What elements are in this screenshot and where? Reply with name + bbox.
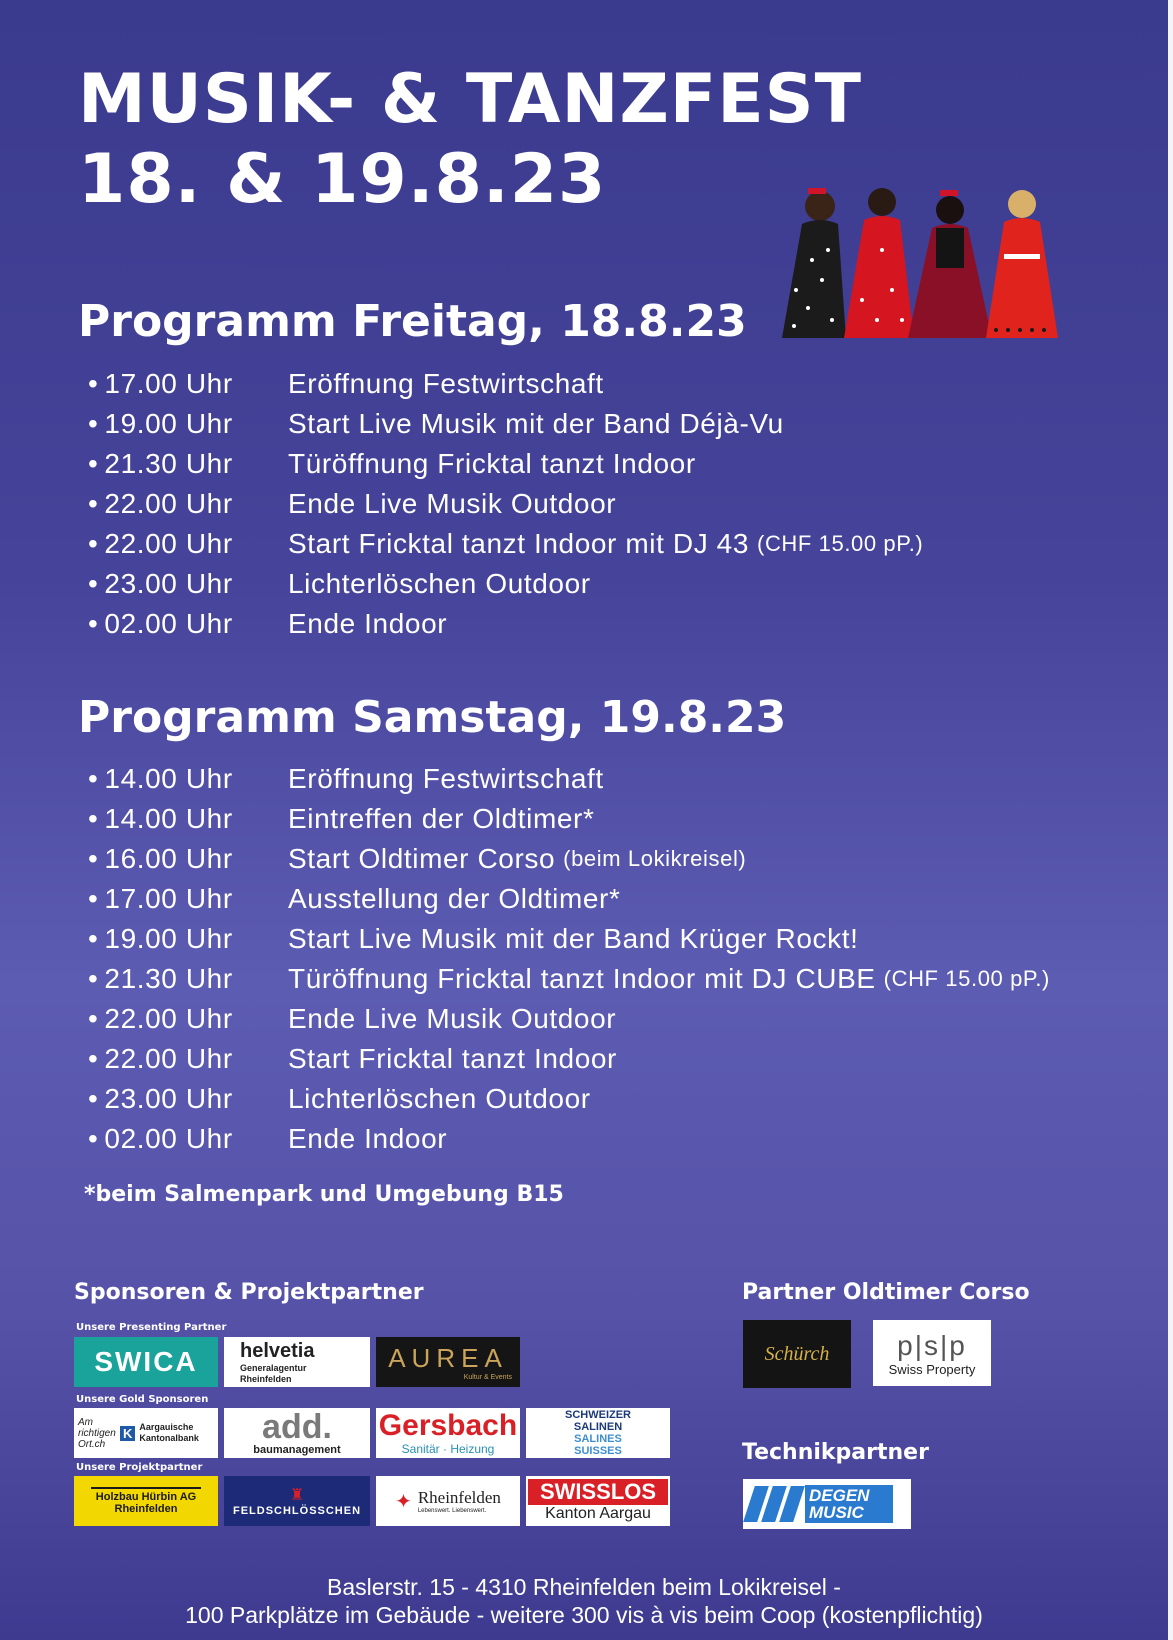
salinen-logo — [526, 1408, 670, 1458]
akb-logo-name: Am richtigen Ort.ch — [78, 1416, 116, 1450]
item-time-text: 17.00 Uhr — [104, 883, 233, 914]
item-description: Türöffnung Fricktal tanzt Indoor mit DJ CUBE — [288, 963, 876, 994]
schuerch-logo — [743, 1320, 851, 1388]
gersbach-logo — [376, 1408, 520, 1458]
item-time-text: 22.00 Uhr — [104, 1043, 233, 1074]
akb-logo-sub: Aargauische Kantonalbank — [139, 1422, 199, 1443]
item-time-text: 16.00 Uhr — [104, 843, 233, 874]
item-time — [88, 1003, 288, 1035]
bullet-icon: • — [88, 448, 99, 479]
schuerch-logo-name: Schürch — [764, 1342, 830, 1365]
item-time — [88, 528, 288, 560]
item-time-text: 14.00 Uhr — [104, 763, 233, 794]
dancer-3 — [908, 190, 992, 338]
item-description: Eröffnung Festwirtschaft — [288, 763, 604, 794]
saturday-item — [88, 1119, 1050, 1159]
item-note: (beim Lokikreisel) — [563, 846, 747, 871]
rheinfelden-logo-sub: Lebenswert. Liebenswert. — [417, 1508, 487, 1514]
event-title — [78, 60, 862, 220]
item-description: Eröffnung Festwirtschaft — [288, 368, 604, 399]
item-note: (CHF 15.00 pP.) — [757, 531, 924, 556]
friday-item — [88, 364, 923, 404]
rheinfelden-logo-name: Rheinfelden — [417, 1488, 501, 1507]
item-time-text: 02.00 Uhr — [104, 608, 233, 639]
bullet-icon: • — [88, 608, 99, 639]
salinen-logo-sub: SALINES SUISSES — [574, 1433, 622, 1457]
saturday-schedule — [88, 759, 1050, 1159]
item-time — [88, 843, 288, 875]
item-time-text: 19.00 Uhr — [104, 408, 233, 439]
saturday-heading: Programm Samstag, 19.8.23 — [78, 692, 787, 743]
helvetia-logo-name: helvetia — [240, 1339, 315, 1362]
bullet-icon: • — [88, 1083, 99, 1114]
psp-logo-name: p|s|p — [897, 1329, 967, 1361]
bullet-icon: • — [88, 763, 99, 794]
item-time-text: 19.00 Uhr — [104, 923, 233, 954]
bullet-icon: • — [88, 528, 99, 559]
bullet-icon: • — [88, 1003, 99, 1034]
address-line: Baslerstr. 15 - 4310 Rheinfelden beim Lokikreisel - — [327, 1574, 841, 1600]
oldtimer-partner-heading: Partner Oldtimer Corso — [742, 1280, 1030, 1305]
saturday-item — [88, 759, 1050, 799]
item-time — [88, 448, 288, 480]
item-time — [88, 368, 288, 400]
item-time — [88, 883, 288, 915]
aurea-logo-sub: Kultur & Events — [463, 1374, 512, 1381]
item-time-text: 21.30 Uhr — [104, 448, 233, 479]
item-time — [88, 1043, 288, 1075]
item-description: Türöffnung Fricktal tanzt Indoor — [288, 448, 696, 479]
presenting-partner-label: Unsere Presenting Partner — [76, 1322, 227, 1333]
swisslos-logo-name: SWISSLOS — [528, 1479, 668, 1505]
bullet-icon: • — [88, 368, 99, 399]
gersbach-logo-sub: Sanitär · Heizung — [401, 1442, 495, 1456]
item-description: Start Live Musik mit der Band Déjà-Vu — [288, 408, 784, 439]
bullet-icon: • — [88, 843, 99, 874]
saturday-item — [88, 919, 1050, 959]
add-logo-sub: baumanagement — [253, 1444, 341, 1456]
friday-item — [88, 444, 923, 484]
friday-item — [88, 564, 923, 604]
item-description: Ende Live Musik Outdoor — [288, 488, 617, 519]
feldschloesschen-logo — [224, 1476, 370, 1526]
item-description: Ende Indoor — [288, 608, 448, 639]
project-partner-label: Unsere Projektpartner — [76, 1462, 203, 1473]
item-time-text: 22.00 Uhr — [104, 528, 233, 559]
item-time — [88, 408, 288, 440]
rheinfelden-logo — [376, 1476, 520, 1526]
castle-icon: ♜ — [289, 1487, 305, 1504]
add-logo — [224, 1408, 370, 1458]
item-description: Lichterlöschen Outdoor — [288, 1083, 591, 1114]
bullet-icon: • — [88, 803, 99, 834]
psp-logo — [873, 1320, 991, 1386]
bullet-icon: • — [88, 408, 99, 439]
swica-logo — [74, 1337, 218, 1387]
akb-logo — [74, 1408, 218, 1458]
item-time — [88, 488, 288, 520]
item-description: Start Fricktal tanzt Indoor — [288, 1043, 617, 1074]
helvetia-logo-sub: Generalagentur Rheinfelden — [240, 1362, 307, 1384]
friday-item — [88, 484, 923, 524]
item-description: Start Fricktal tanzt Indoor mit DJ 43 — [288, 528, 750, 559]
dancers-photo — [782, 180, 1092, 340]
hurbin-logo — [74, 1476, 218, 1526]
add-logo-name: add. — [262, 1408, 332, 1446]
saturday-item — [88, 839, 1050, 879]
aurea-logo-name: AUREA — [388, 1343, 508, 1373]
friday-item — [88, 404, 923, 444]
bullet-icon: • — [88, 883, 99, 914]
item-description: Ende Live Musik Outdoor — [288, 1003, 617, 1034]
item-note: (CHF 15.00 pP.) — [883, 966, 1050, 991]
swisslos-logo — [526, 1476, 670, 1526]
item-time-text: 22.00 Uhr — [104, 1003, 233, 1034]
item-time — [88, 608, 288, 640]
dancer-4 — [986, 190, 1058, 338]
item-time-text: 23.00 Uhr — [104, 568, 233, 599]
sponsors-heading: Sponsoren & Projektpartner — [74, 1280, 424, 1305]
bullet-icon: • — [88, 488, 99, 519]
akb-flag-icon: K — [120, 1426, 135, 1441]
event-title-line1: MUSIK- & TANZFEST — [78, 60, 863, 139]
degen-music-logo — [743, 1479, 911, 1529]
gersbach-logo-name: Gersbach — [378, 1409, 518, 1442]
item-time — [88, 1123, 288, 1155]
item-time-text: 02.00 Uhr — [104, 1123, 233, 1154]
rheinfelden-mark-icon: ✦ — [395, 1490, 412, 1513]
aurea-logo — [376, 1337, 520, 1387]
item-description: Ende Indoor — [288, 1123, 448, 1154]
item-time-text: 17.00 Uhr — [104, 368, 233, 399]
bullet-icon: • — [88, 1043, 99, 1074]
bullet-icon: • — [88, 568, 99, 599]
dancer-1 — [782, 188, 846, 338]
friday-heading: Programm Freitag, 18.8.23 — [78, 296, 747, 347]
saturday-item — [88, 959, 1050, 999]
item-description: Eintreffen der Oldtimer* — [288, 803, 595, 834]
saturday-item — [88, 799, 1050, 839]
item-time — [88, 1083, 288, 1115]
saturday-item — [88, 999, 1050, 1039]
item-description: Start Oldtimer Corso — [288, 843, 556, 874]
item-time-text: 21.30 Uhr — [104, 963, 233, 994]
item-time-text: 22.00 Uhr — [104, 488, 233, 519]
item-description: Ausstellung der Oldtimer* — [288, 883, 621, 914]
hurbin-logo-name: Holzbau Hürbin AG Rheinfelden — [91, 1487, 201, 1515]
saturday-item — [88, 1079, 1050, 1119]
saturday-item — [88, 879, 1050, 919]
salinen-logo-name: SCHWEIZER SALINEN — [565, 1409, 631, 1433]
helvetia-logo — [224, 1337, 370, 1387]
swica-logo-name: SWICA — [94, 1346, 198, 1377]
footnote: *beim Salmenpark und Umgebung B15 — [84, 1182, 564, 1207]
friday-item — [88, 604, 923, 644]
item-time-text: 23.00 Uhr — [104, 1083, 233, 1114]
item-description: Lichterlöschen Outdoor — [288, 568, 591, 599]
item-time-text: 14.00 Uhr — [104, 803, 233, 834]
item-time — [88, 568, 288, 600]
degen-music-logo-name: DEGEN MUSIC — [805, 1485, 893, 1523]
swisslos-logo-sub: Kanton Aargau — [545, 1505, 651, 1522]
dancer-2 — [844, 188, 914, 338]
bullet-icon: • — [88, 1123, 99, 1154]
bullet-icon: • — [88, 963, 99, 994]
event-dates: 18. & 19.8.23 — [78, 140, 607, 219]
item-time — [88, 763, 288, 795]
technik-partner-heading: Technikpartner — [742, 1440, 929, 1465]
friday-schedule — [88, 364, 923, 644]
item-time — [88, 803, 288, 835]
saturday-item — [88, 1039, 1050, 1079]
item-time — [88, 923, 288, 955]
friday-item — [88, 524, 923, 564]
feldschloesschen-logo-name: FELDSCHLÖSSCHEN — [232, 1505, 362, 1517]
bullet-icon: • — [88, 923, 99, 954]
item-description: Start Live Musik mit der Band Krüger Rockt! — [288, 923, 859, 954]
parking-line: 100 Parkplätze im Gebäude - weitere 300 vis à vis beim Coop (kostenpflichtig) — [185, 1602, 983, 1628]
psp-logo-sub: Swiss Property — [888, 1361, 976, 1377]
gold-sponsor-label: Unsere Gold Sponsoren — [76, 1394, 209, 1405]
item-time — [88, 963, 288, 995]
